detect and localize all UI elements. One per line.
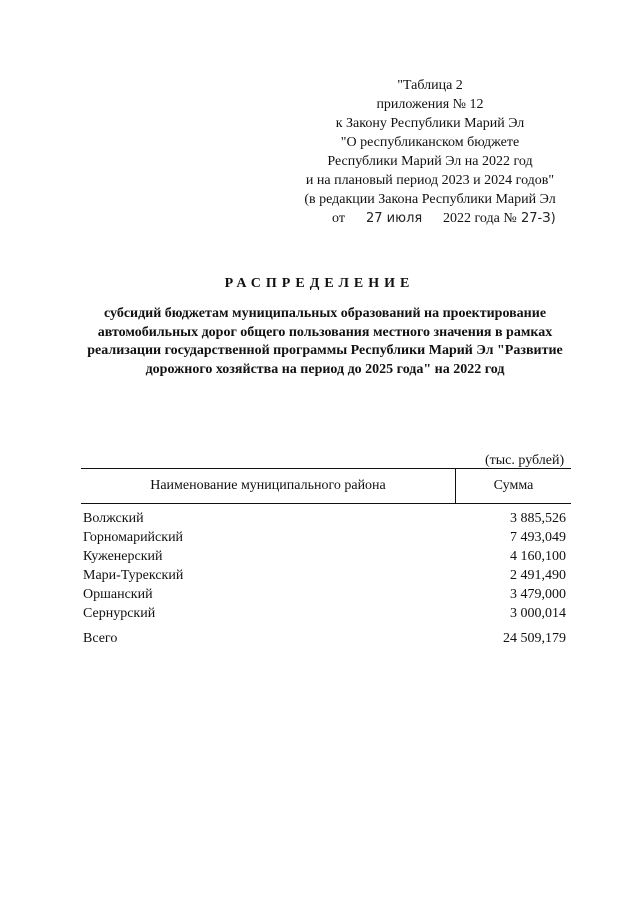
district-name: Мари-Турекский	[83, 568, 184, 583]
table-row	[81, 530, 571, 549]
date-suffix: 2022 года №	[443, 211, 517, 226]
district-sum: 4 160,100	[510, 549, 566, 564]
district-name: Оршанский	[83, 587, 153, 602]
table-row	[81, 549, 571, 568]
district-name: Волжский	[83, 511, 144, 526]
date-prefix: от	[332, 211, 345, 226]
district-sum: 3 479,000	[510, 587, 566, 602]
handwritten-date: 27 июля	[366, 211, 423, 226]
district-name: Сернурский	[83, 606, 156, 621]
unit-note: (тыс. рублей)	[485, 453, 565, 468]
district-sum: 7 493,049	[510, 530, 566, 545]
district-sum: 3 000,014	[510, 606, 566, 621]
appendix-header-line: "О республиканском бюджете	[340, 135, 520, 150]
table-header	[81, 468, 571, 504]
total-row	[81, 631, 571, 650]
table-row	[81, 606, 571, 625]
appendix-header-line: Республики Марий Эл на 2022 год	[327, 154, 533, 169]
column-header-sum: Сумма	[493, 478, 534, 493]
district-name: Горномарийский	[83, 530, 184, 545]
subsidy-table	[81, 468, 571, 650]
district-sum: 2 491,490	[510, 568, 566, 583]
law-date-line	[300, 209, 560, 228]
total-sum: 24 509,179	[503, 631, 566, 646]
district-name: Куженерский	[83, 549, 163, 564]
handwritten-law-number: 27-З)	[521, 211, 556, 226]
appendix-header-line: и на плановый период 2023 и 2024 годов"	[305, 173, 555, 188]
appendix-header-line: "Таблица 2	[397, 78, 463, 93]
table-row	[81, 568, 571, 587]
district-sum: 3 885,526	[510, 511, 566, 526]
table-row	[81, 587, 571, 606]
document-title: РАСПРЕДЕЛЕНИЕ	[224, 276, 415, 291]
table-body	[81, 511, 571, 650]
table-row	[81, 511, 571, 530]
appendix-header-line: приложения № 12	[376, 97, 484, 112]
appendix-header-line: (в редакции Закона Республики Марий Эл	[304, 192, 556, 207]
document-subtitle: субсидий бюджетам муниципальных образований на проектирование автомобильных дорог общего пользования местного значения в рамках реализации государственной программы Республики Марий Эл "Развитие дорожного хозяйства на период до 2025 года" на 2022 год	[87, 306, 563, 377]
appendix-header-line: к Закону Республики Марий Эл	[335, 116, 525, 131]
column-header-district: Наименование муниципального района	[81, 469, 456, 503]
total-label: Всего	[83, 631, 118, 646]
appendix-header	[300, 76, 560, 228]
